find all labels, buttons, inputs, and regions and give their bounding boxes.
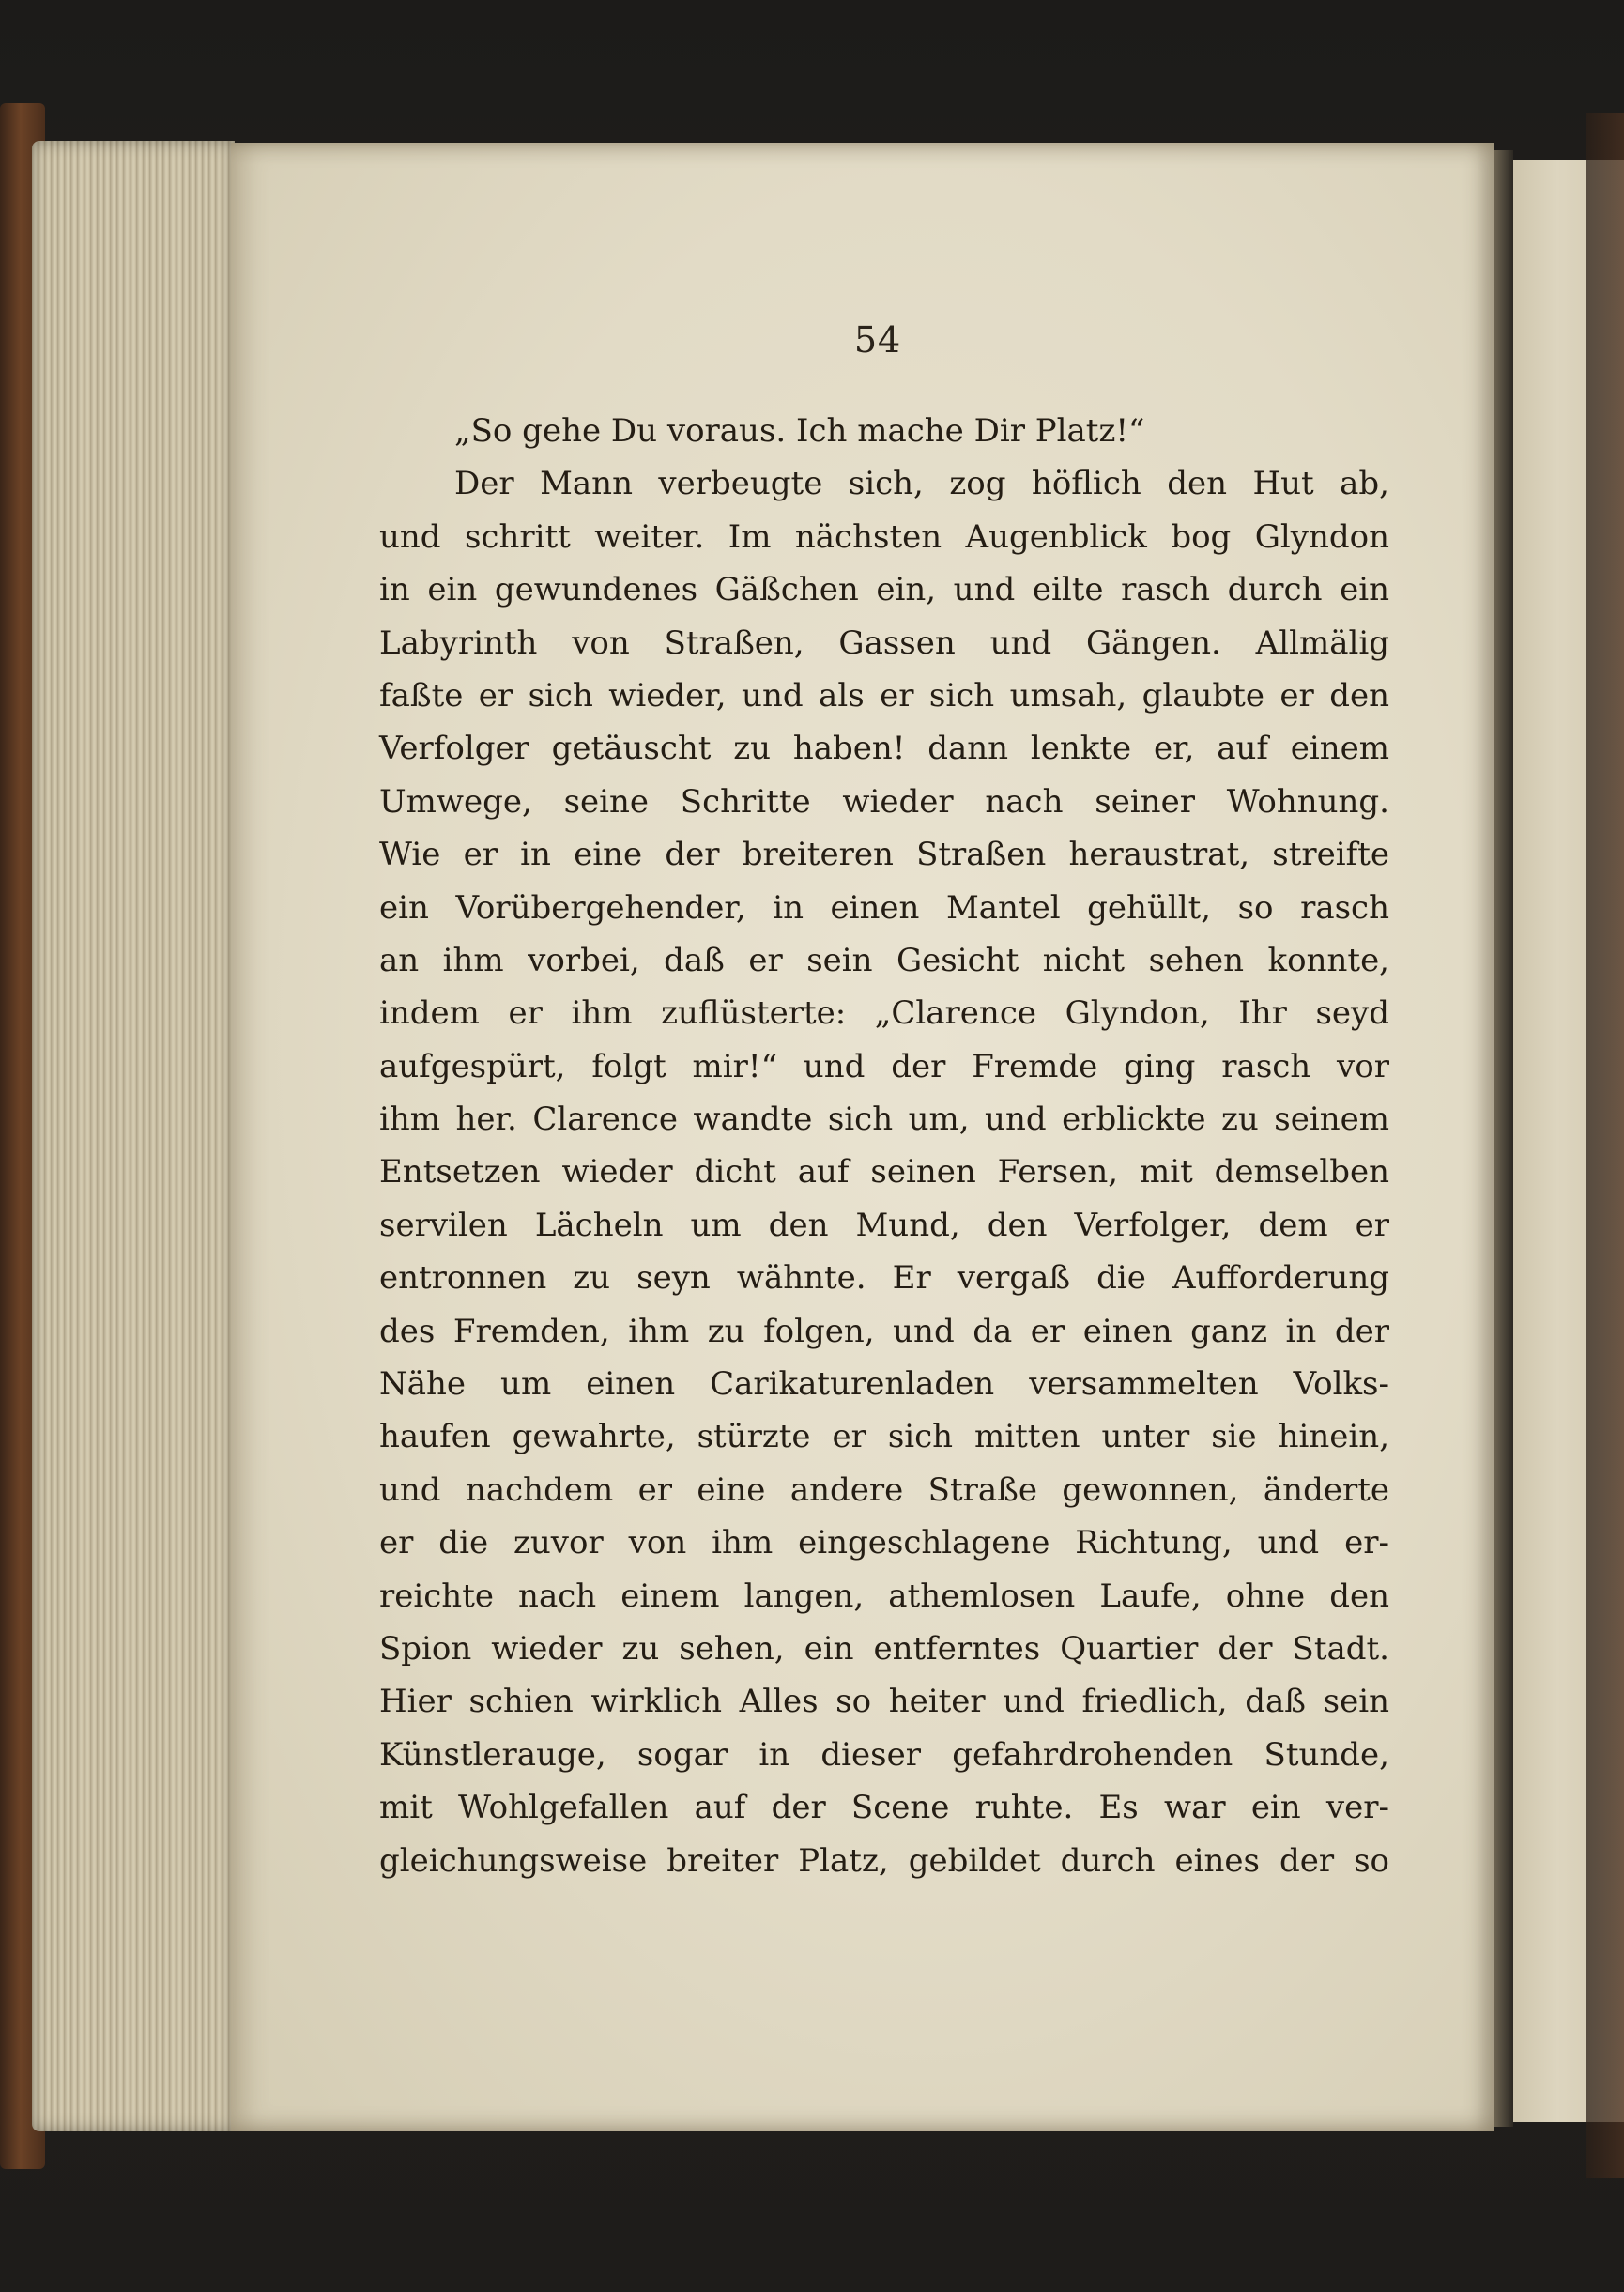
book-binding-right [1586, 113, 1624, 2178]
text-line: Verfolger getäuscht zu haben! dann lenkte er, auf einem [379, 730, 1389, 768]
text-line: und nachdem er eine andere Straße gewonnen, änderte [379, 1470, 1389, 1509]
text-line: mit Wohlgefallen auf der Scene ruhte. Es war ein ver- [379, 1789, 1389, 1827]
text-line: Hier schien wirklich Alles so heiter und friedlich, daß sein [379, 1683, 1389, 1721]
text-line: servilen Lächeln um den Mund, den Verfolger, dem er [379, 1206, 1389, 1244]
text-line: aufgespürt, folgt mir!“ und der Fremde ging rasch vor [379, 1047, 1389, 1085]
text-line: Der Mann verbeugte sich, zog höflich den Hut ab, [454, 465, 1389, 503]
body-text [379, 405, 1389, 1887]
text-line: Nähe um einen Carikaturenladen versammelten Volks- [379, 1365, 1389, 1404]
text-line: in ein gewundenes Gäßchen ein, und eilte rasch durch ein [379, 571, 1389, 609]
book-gutter [1494, 150, 1513, 2127]
text-line: Umwege, seine Schritte wieder nach seiner Wohnung. [379, 782, 1389, 821]
text-line: an ihm vorbei, daß er sein Gesicht nicht sehen konnte, [379, 941, 1389, 979]
text-line: indem er ihm zuflüsterte: „Clarence Glyndon, Ihr seyd [379, 994, 1389, 1033]
text-line: Spion wieder zu sehen, ein entferntes Quartier der Stadt. [379, 1629, 1389, 1668]
text-line: er die zuvor von ihm eingeschlagene Richtung, und er- [379, 1524, 1389, 1562]
text-line: haufen gewahrte, stürzte er sich mitten unter sie hinein, [379, 1418, 1389, 1456]
page-edges-stack [32, 141, 235, 2131]
text-line: Labyrinth von Straßen, Gassen und Gängen. Allmälig [379, 623, 1389, 662]
text-line: ihm her. Clarence wandte sich um, und erblickte zu seinem [379, 1100, 1389, 1139]
text-line: reichte nach einem langen, athemlosen Laufe, ohne den [379, 1577, 1389, 1615]
text-line: „So gehe Du voraus. Ich mache Dir Platz!“ [454, 412, 1145, 450]
text-line: Entsetzen wieder dicht auf seinen Fersen, mit demselben [379, 1153, 1389, 1192]
text-line: des Fremden, ihm zu folgen, und da er einen ganz in der [379, 1312, 1389, 1350]
text-line: Künstlerauge, sogar in dieser gefahrdrohenden Stunde, [379, 1735, 1389, 1774]
text-line: entronnen zu seyn wähnte. Er vergaß die Aufforderung [379, 1259, 1389, 1298]
text-line: gleichungsweise breiter Platz, gebildet durch eines der so [379, 1841, 1389, 1880]
text-line: und schritt weiter. Im nächsten Augenblick bog Glyndon [379, 517, 1389, 556]
page-number: 54 [853, 319, 902, 361]
text-line: faßte er sich wieder, und als er sich umsah, glaubte er den [379, 676, 1389, 715]
text-line: ein Vorübergehender, in einen Mantel gehüllt, so rasch [379, 888, 1389, 927]
text-line: Wie er in eine der breiteren Straßen heraustrat, streifte [379, 836, 1389, 874]
